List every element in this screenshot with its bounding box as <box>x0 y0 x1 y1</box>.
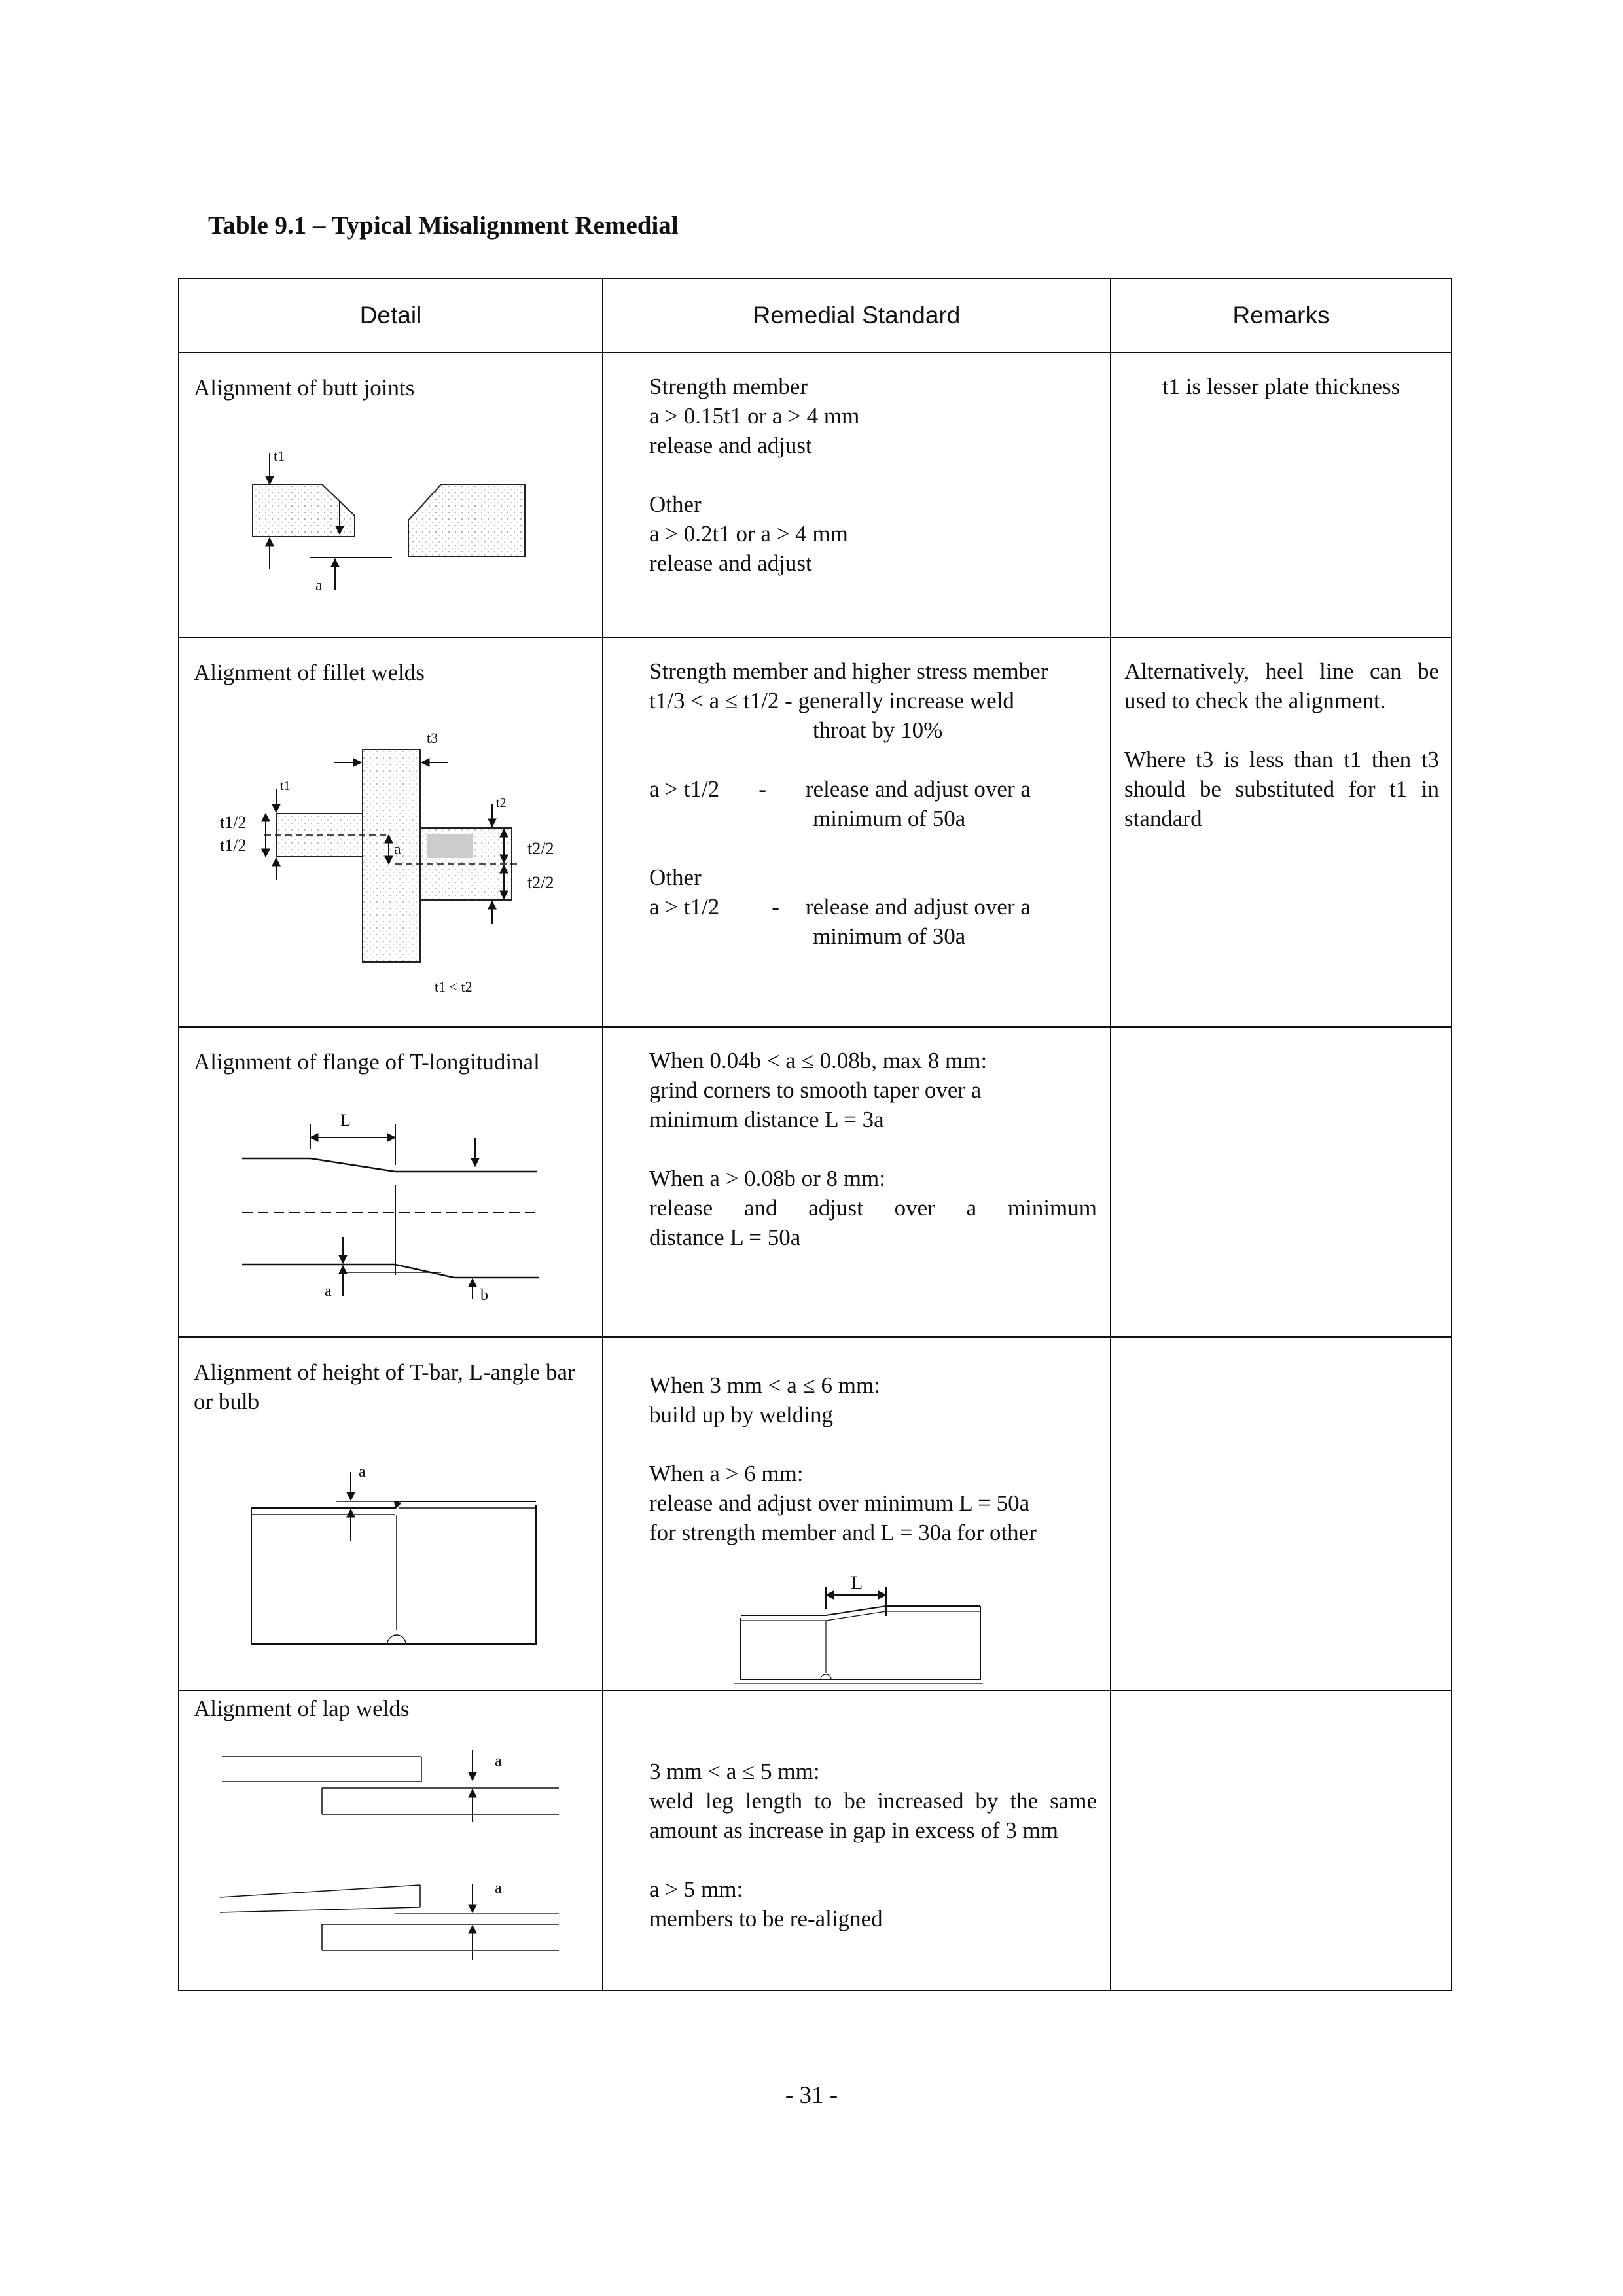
a-label: a <box>495 1880 502 1897</box>
a-label: a <box>325 1283 332 1300</box>
a-label: a <box>394 841 401 858</box>
t1-half-label: t1/2 <box>220 836 247 855</box>
t2-label: t2 <box>496 796 507 810</box>
b-label: b <box>480 1287 488 1304</box>
L-label: L <box>851 1572 863 1594</box>
remedial-standard: Strength member and higher stress member t1/3 < a ≤ t1/2 - generally increase weld throat by 10% a > t1/2 - release and adjust over a minimum of 50a Other a > t1/2 - release and adjust over a minimum of 30a <box>649 658 1048 949</box>
L-label: L <box>340 1111 351 1130</box>
t3-label: t3 <box>427 730 438 746</box>
a-label: a <box>359 1463 366 1480</box>
flange-diagram <box>179 1028 603 1336</box>
remarks: t1 is lesser plate thickness <box>1162 374 1400 399</box>
t2-half-label: t2/2 <box>527 839 554 858</box>
table-row <box>179 353 1452 637</box>
remedial-standard: When 0.04b < a ≤ 0.08b, max 8 mm: grind corners to smooth taper over a minimum distance L = 3a When a > 0.08b or 8 mm: release and adjust over a minimum distance L = 50a <box>649 1048 1097 1250</box>
remarks-empty <box>1111 1691 1452 1990</box>
t1-label: t1 <box>274 448 285 464</box>
t1-half-label: t1/2 <box>220 813 247 832</box>
detail-title: Alignment of fillet welds <box>194 660 425 685</box>
detail-title: Alignment of lap welds <box>194 1696 410 1721</box>
header-row <box>179 278 1452 353</box>
a-label: a <box>495 1753 502 1770</box>
weld-buildup-diagram <box>603 1338 1111 1690</box>
remedial-standard: When 3 mm < a ≤ 6 mm: build up by welding When a > 6 mm: release and adjust over minimum L = 50a for strength member and L = 30a for other <box>649 1372 1037 1545</box>
remarks: Alternatively, heel line can be used to check the alignment. Where t3 is less than t1 then t3 should be substituted for t1 in standard <box>1124 658 1439 831</box>
detail-title: Alignment of butt joints <box>194 375 415 401</box>
table-row <box>179 1691 1452 1990</box>
remedial-standard: Strength member a > 0.15t1 or a > 4 mm release and adjust Other a > 0.2t1 or a > 4 mm release and adjust <box>649 374 860 576</box>
fillet-weld-diagram <box>179 638 603 1026</box>
remarks-empty <box>1111 1337 1452 1691</box>
header-remarks: Remarks <box>1111 278 1452 353</box>
detail-title: Alignment of height of T-bar, L-angle bar or bulb <box>194 1359 575 1414</box>
tbar-height-diagram <box>179 1338 603 1690</box>
remarks-empty <box>1111 1027 1452 1337</box>
detail-title: Alignment of flange of T-longitudinal <box>194 1049 540 1075</box>
thickness-condition: t1 < t2 <box>435 978 473 995</box>
butt-joint-diagram <box>179 353 603 637</box>
header-standard: Remedial Standard <box>603 278 1111 353</box>
table-row <box>179 1027 1452 1337</box>
table-row <box>179 637 1452 1027</box>
table-caption: Table 9.1 – Typical Misalignment Remedial <box>208 211 679 240</box>
page-number: - 31 - <box>785 2082 838 2109</box>
a-label: a <box>315 577 323 594</box>
table-row <box>179 1337 1452 1691</box>
misalignment-table <box>178 278 1452 1991</box>
remedial-standard: 3 mm < a ≤ 5 mm: weld leg length to be increased by the same amount as increase in gap in excess of 3 mm a > 5 mm: members to be re-aligned <box>649 1759 1097 1931</box>
t2-half-label: t2/2 <box>527 873 554 892</box>
header-detail: Detail <box>179 278 603 353</box>
t1-label: t1 <box>280 779 291 793</box>
lap-weld-diagram <box>179 1691 603 1990</box>
